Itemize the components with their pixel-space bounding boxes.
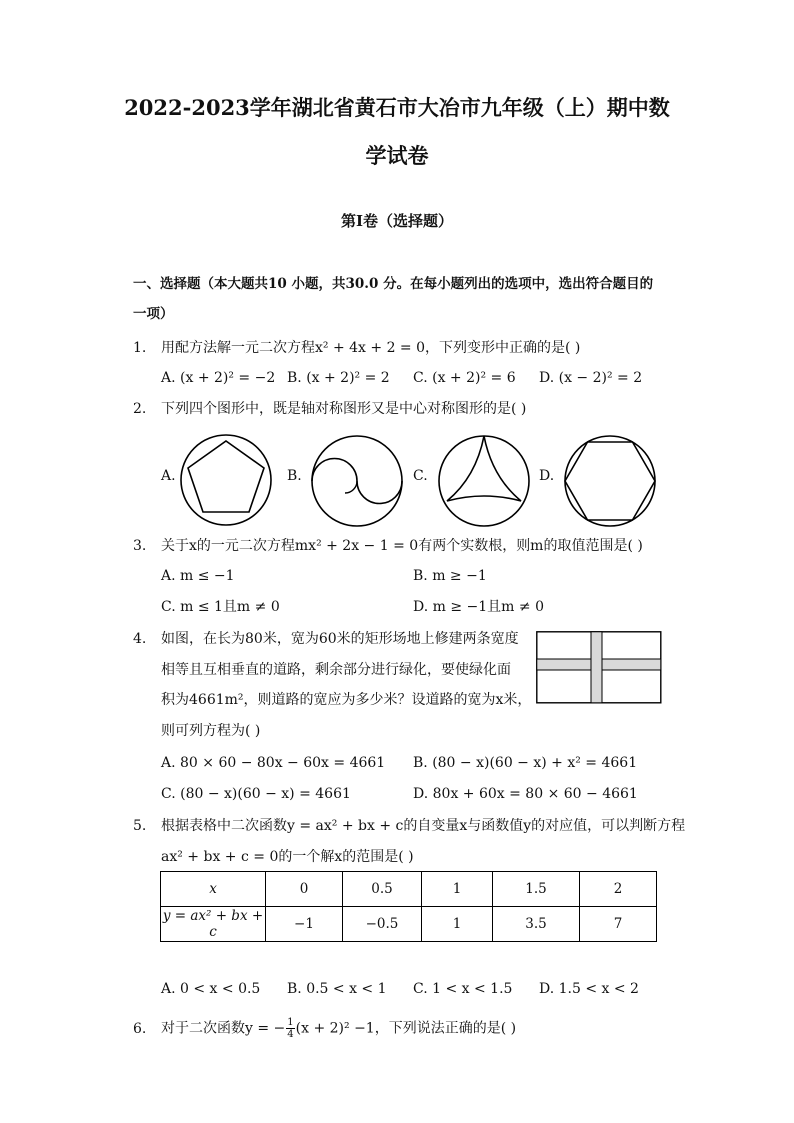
page-title-line1: 2022-2023学年湖北省黄石市大冶市九年级（上）期中数 (124, 95, 670, 120)
q4-option-a[interactable]: A. 80 × 60 − 80x − 60x = 4661 (161, 755, 386, 771)
q3-option-c[interactable]: C. m ≤ 1且m ≠ 0 (161, 599, 280, 615)
table-row (161, 872, 657, 907)
question-5-line2: ax² + bx + c = 0的一个解x的范围是( ) (161, 849, 414, 865)
figure-pentagon-in-circle (178, 432, 274, 528)
q1-option-a[interactable]: A. (x + 2)² = −2 (161, 370, 276, 386)
page-title-line2: 学试卷 (365, 143, 429, 168)
q2-option-d[interactable]: D. (539, 468, 555, 484)
q3-option-a[interactable]: A. m ≤ −1 (161, 568, 235, 584)
table-cell: 7 (580, 907, 657, 942)
q4-option-b[interactable]: B. (80 − x)(60 − x) + x² = 4661 (413, 755, 638, 771)
q4-option-c[interactable]: C. (80 − x)(60 − x) = 4661 (161, 786, 351, 802)
table-cell: 0.5 (343, 872, 422, 907)
table-cell: 1.5 (493, 872, 580, 907)
question-4-line4: 则可列方程为( ) (161, 723, 261, 739)
q1-option-b[interactable]: B. (x + 2)² = 2 (287, 370, 390, 386)
question-4: 4. 如图，在长为80米，宽为60米的矩形场地上修建两条宽度 (133, 631, 519, 647)
q5-option-c[interactable]: C. 1 < x < 1.5 (413, 981, 513, 997)
q5-option-a[interactable]: A. 0 < x < 0.5 (161, 981, 261, 997)
section-title: 第I卷（选择题） (340, 212, 454, 230)
question-4-line2: 相等且互相垂直的道路，剩余部分进行绿化，要使绿化面 (161, 662, 511, 678)
fraction-denominator: 4 (287, 1029, 294, 1040)
question-6-text-post: (x + 2)² −1，下列说法正确的是( ) (295, 1020, 517, 1037)
table-cell: 3.5 (493, 907, 580, 942)
table-cell: y = ax² + bx + c (161, 907, 266, 942)
part1-heading-cont: 一项） (133, 306, 174, 322)
question-3-text: 关于x的一元二次方程mx² + 2x − 1 = 0有两个实数根，则m的取值范围是( ) (161, 538, 643, 554)
q5-option-b[interactable]: B. 0.5 < x < 1 (287, 981, 387, 997)
q4-option-d[interactable]: D. 80x + 60x = 80 × 60 − 4661 (413, 786, 638, 802)
figure-hexagon-in-circle (562, 433, 658, 529)
fraction-numerator: 1 (287, 1017, 294, 1028)
question-1: 1. 用配方法解一元二次方程x² + 4x + 2 = 0，下列变形中正确的是( ) (133, 340, 581, 356)
q2-option-b[interactable]: B. (287, 468, 302, 484)
figure-curved-circle (309, 433, 405, 529)
q1-option-c[interactable]: C. (x + 2)² = 6 (413, 370, 516, 386)
figure-curved-triangle-circle (436, 433, 532, 529)
question-3: 3. 关于x的一元二次方程mx² + 2x − 1 = 0有两个实数根，则m的取值范围是( ) (133, 538, 643, 554)
question-2: 2. 下列四个图形中，既是轴对称图形又是中心对称图形的是( ) (133, 401, 527, 417)
table-cell: 1 (422, 907, 493, 942)
table-cell: 0 (266, 872, 343, 907)
figure-rectangle-roads (536, 631, 662, 704)
table-cell: −1 (266, 907, 343, 942)
question-5: 5. 根据表格中二次函数y = ax² + bx + c的自变量x与函数值y的对应值，可以判断方程 (133, 818, 686, 834)
table-cell: 2 (580, 872, 657, 907)
value-table (160, 871, 657, 942)
question-6: 6. 对于二次函数y = − $\frac{1}{4}$ (x + 2)² −1，下列说法正确的是( ) (133, 1017, 517, 1040)
q3-option-d[interactable]: D. m ≥ −1且m ≠ 0 (413, 599, 544, 615)
q1-option-d[interactable]: D. (x − 2)² = 2 (539, 370, 643, 386)
q5-option-d[interactable]: D. 1.5 < x < 2 (539, 981, 639, 997)
question-6-fraction (286, 1017, 294, 1040)
q2-option-c[interactable]: C. (413, 468, 428, 484)
question-2-text: 下列四个图形中，既是轴对称图形又是中心对称图形的是( ) (161, 401, 527, 417)
q2-option-a[interactable]: A. (161, 468, 176, 484)
table-cell: −0.5 (343, 907, 422, 942)
question-4-line3: 积为4661m²，则道路的宽应为多少米？设道路的宽为x米， (161, 692, 532, 708)
question-4-line1: 如图，在长为80米，宽为60米的矩形场地上修建两条宽度 (161, 631, 519, 647)
question-5-line1: 根据表格中二次函数y = ax² + bx + c的自变量x与函数值y的对应值，可以判断方程 (161, 818, 686, 834)
table-row (161, 907, 657, 942)
question-1-text: 用配方法解一元二次方程x² + 4x + 2 = 0，下列变形中正确的是( ) (161, 340, 581, 356)
table-cell: 1 (422, 872, 493, 907)
question-6-text-pre: 对于二次函数y = − (161, 1020, 286, 1037)
table-cell: x (161, 872, 266, 907)
q3-option-b[interactable]: B. m ≥ −1 (413, 568, 487, 584)
part1-heading: 一、选择题（本大题共10 小题，共30.0 分。在每小题列出的选项中，选出符合题目的 (133, 276, 654, 292)
